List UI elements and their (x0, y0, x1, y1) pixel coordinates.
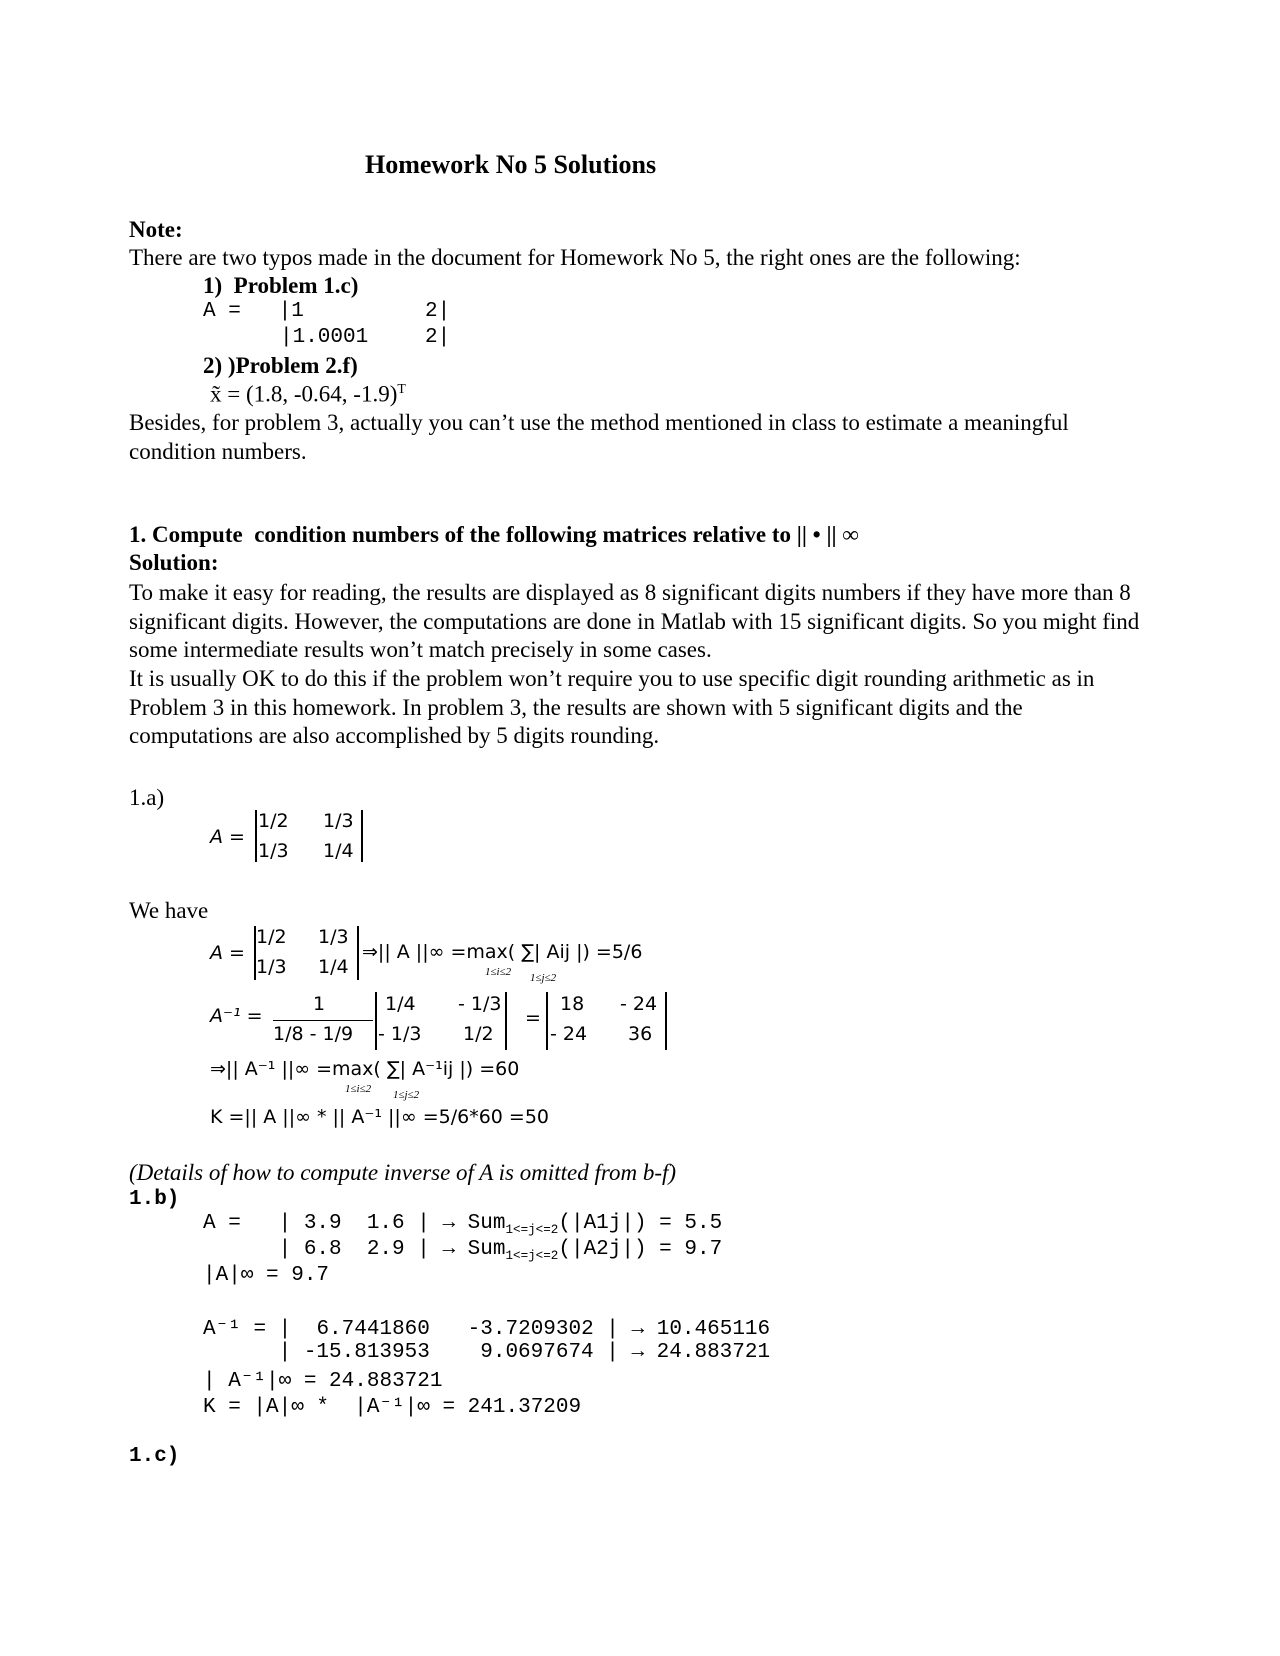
inverse-norm-equation: ⇒|| A⁻¹ ||∞ =max( ∑| A⁻¹ij |) =60 (210, 1058, 520, 1080)
matrix-cell: 1/3 (318, 926, 349, 948)
matrix-b-row2 (203, 1238, 722, 1263)
condition-number-a: K =|| A ||∞ * || A⁻¹ ||∞ =5/6*60 =50 (210, 1106, 550, 1128)
matrix-cell: 1/2 (258, 810, 289, 832)
part-c-label: 1.c) (129, 1445, 180, 1468)
vector-text: x̃ = (1.8, -0.64, -1.9) (210, 381, 398, 407)
matrix-cell: 36 (628, 1023, 653, 1045)
matrix-cell: 1/2 (256, 926, 287, 948)
sum-subscript: 1≤j≤2 (530, 972, 557, 984)
matrix-cell: - 1/3 (378, 1023, 422, 1045)
matrix-cell: 1/4 (323, 840, 354, 862)
besides-paragraph: Besides, for problem 3, actually you can’t use the method mentioned in class to estimate a meaningful condition numbers. (129, 410, 1069, 464)
matrix-a-lhs: A = (210, 826, 245, 848)
matrix-cell: 1/3 (258, 840, 289, 862)
matrix-cell: 18 (560, 993, 585, 1015)
part-a-label: 1.a) (129, 785, 165, 810)
row-sub: 1<=j<=2 (505, 1249, 559, 1264)
max-subscript: 1≤i≤2 (345, 1083, 372, 1095)
fraction-numerator: 1 (313, 993, 326, 1015)
typo-matrix-row1: A = |1 (203, 300, 304, 323)
matrix-cell: - 24 (620, 993, 658, 1015)
row-text: | 6.8 2.9 | → Sum (203, 1238, 506, 1261)
question-1-heading: 1. Compute condition numbers of the following matrices relative to || • || ∞ (129, 522, 859, 547)
note-text: There are two typos made in the document for Homework No 5, the right ones are the following: (129, 245, 1021, 270)
matrix-cell: 1/4 (318, 956, 349, 978)
max-subscript: 1≤i≤2 (485, 966, 512, 978)
solution-paragraph-1: To make it easy for reading, the results are displayed as 8 significant digits numbers if they have more than 8 significant digits. However, the computations are done in Matlab with 15 significant digits. So you might find some intermediate results won’t match precisely in some cases. (129, 580, 1140, 662)
typo-matrix-row2-end: 2| (425, 326, 451, 349)
typo-matrix-row1-end: 2| (425, 300, 451, 323)
row-end: (|A1j|) = 5.5 (558, 1212, 723, 1235)
inverse-b-row1: A⁻¹ = | 6.7441860 -3.7209302 | → 10.465116 (203, 1318, 771, 1341)
matrix-cell: - 24 (550, 1023, 588, 1045)
norm-a-b: |A|∞ = 9.7 (203, 1264, 330, 1287)
row-end: (|A2j|) = 9.7 (558, 1238, 723, 1261)
matrix-cell: - 1/3 (458, 993, 502, 1015)
page-title: Homework No 5 Solutions (365, 150, 657, 179)
matrix-cell: 1/3 (323, 810, 354, 832)
matrix-cell: 1/3 (256, 956, 287, 978)
transpose-sup: T (397, 381, 406, 396)
matrix-cell: 1/4 (385, 993, 416, 1015)
typo-matrix-row2: |1.0001 (280, 326, 369, 349)
typo-vector (210, 381, 406, 408)
typo-item-1: 1) Problem 1.c) (203, 273, 359, 298)
details-note: (Details of how to compute inverse of A is omitted from b-f) (129, 1160, 677, 1185)
typo-item-2: 2) )Problem 2.f) (203, 353, 358, 378)
matrix-cell: 1/2 (463, 1023, 494, 1045)
inverse-lhs: A⁻¹ = (210, 1005, 263, 1027)
we-have-label: We have (129, 898, 209, 923)
condition-number-b: K = |A|∞ * |A⁻¹|∞ = 241.37209 (203, 1396, 582, 1419)
solution-paragraph-2: It is usually OK to do this if the problem won’t require you to use specific digit rounding arithmetic as in Problem 3 in this homework. In problem 3, the results are shown with 5 significant digits and the computations are also accomplished by 5 digits rounding. (129, 666, 1095, 748)
matrix-b-row1 (203, 1212, 722, 1237)
row-text: A = | 3.9 1.6 | → Sum (203, 1212, 506, 1235)
inverse-b-row2: | -15.813953 9.0697674 | → 24.883721 (203, 1341, 771, 1364)
norm-inverse-b: | A⁻¹|∞ = 24.883721 (203, 1370, 443, 1393)
row-sub: 1<=j<=2 (505, 1223, 559, 1238)
sum-subscript: 1≤j≤2 (393, 1089, 420, 1101)
note-heading: Note: (129, 217, 183, 242)
fraction-denominator: 1/8 - 1/9 (273, 1023, 354, 1045)
matrix-a-lhs: A = (210, 942, 245, 964)
solution-label: Solution: (129, 550, 219, 575)
norm-a-equation: ⇒|| A ||∞ =max( ∑| Aij |) =5/6 (362, 941, 643, 963)
part-b-label: 1.b) (129, 1188, 180, 1211)
equals-sign: = (525, 1007, 541, 1029)
